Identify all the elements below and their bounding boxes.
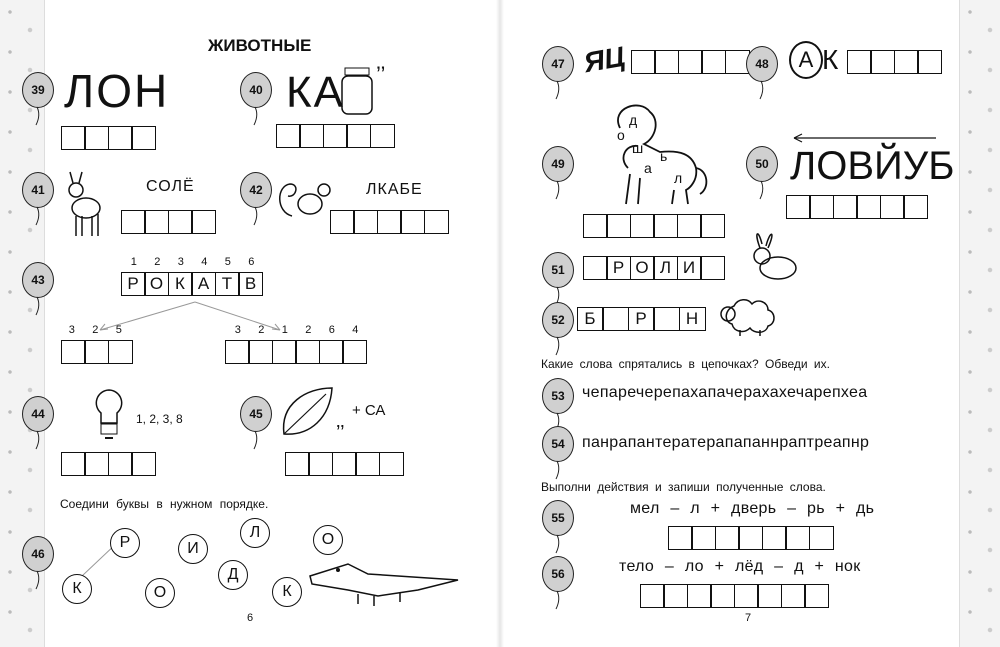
answer-boxes-39[interactable] (62, 126, 156, 150)
balloon-55 (542, 500, 574, 554)
balloon-number: 53 (542, 378, 574, 414)
letter-hint-44: 1, 2, 3, 8 (136, 412, 183, 426)
balloon-number: 50 (746, 146, 778, 182)
scrambled-word-42: ЛКАБЕ (366, 181, 423, 198)
pony-letter: о (617, 127, 625, 143)
balloon-number: 54 (542, 426, 574, 462)
answer-boxes-43a[interactable] (62, 340, 133, 364)
instruction-find-words: Какие слова спрятались в цепочках? Обведи их. (541, 357, 830, 371)
balloon-number: 52 (542, 302, 574, 338)
scrambled-word-41: СОЛЁ (146, 178, 195, 195)
balloon-string-icon (240, 396, 272, 450)
balloon-43 (22, 262, 54, 316)
balloon-number: 51 (542, 252, 574, 288)
arrow-left-icon (790, 132, 940, 144)
answer-boxes-55[interactable] (669, 526, 834, 550)
balloon-string-icon (22, 536, 54, 590)
balloon-string-icon (746, 146, 778, 200)
rabbit-icon (744, 228, 800, 282)
balloon-string-icon (240, 72, 272, 126)
letter-boxes-52[interactable]: Б Р Н (578, 307, 706, 331)
balloon-number: 56 (542, 556, 574, 592)
page-number-right: 7 (745, 612, 752, 624)
answer-boxes-42[interactable] (331, 210, 449, 234)
leaf-icon (276, 384, 336, 440)
balloon-number: 41 (22, 172, 54, 208)
pony-icon (600, 98, 710, 208)
balloon-number: 39 (22, 72, 54, 108)
comma-mark-40: ’’ (376, 62, 386, 87)
pony-letter: ь (660, 148, 668, 164)
balloon-49 (542, 146, 574, 200)
balloon-number: 55 (542, 500, 574, 536)
balloon-string-icon (240, 172, 272, 226)
answer-boxes-56[interactable] (641, 584, 829, 608)
letter-circle[interactable]: Д (218, 560, 248, 590)
balloon-string-icon (22, 396, 54, 450)
letter-boxes-51[interactable]: Р О Л И (584, 256, 725, 280)
right-doodle-border (959, 0, 1000, 647)
answer-boxes-41[interactable] (122, 210, 216, 234)
balloon-51 (542, 252, 574, 306)
balloon-46 (22, 536, 54, 590)
balloon-40 (240, 72, 272, 126)
pony-letter: л (674, 170, 683, 186)
balloon-string-icon (22, 262, 54, 316)
balloon-number: 42 (240, 172, 272, 208)
left-index-row: 3 2 5 (68, 324, 122, 336)
balloon-39 (22, 72, 54, 126)
balloon-number: 48 (746, 46, 778, 82)
circled-letter-48: А (789, 41, 823, 79)
answer-boxes-45[interactable] (286, 452, 404, 476)
letter-chain-54[interactable]: панрапантератерапапаннраптреапнр (582, 434, 870, 451)
letter-circle[interactable]: И (178, 534, 208, 564)
rebus-word-40: КА (286, 68, 345, 117)
answer-boxes-49[interactable] (584, 214, 725, 238)
balloon-47 (542, 46, 574, 100)
balloon-string-icon (542, 426, 574, 480)
balloon-number: 47 (542, 46, 574, 82)
pony-letter: д (629, 112, 638, 128)
balloon-string-icon (22, 72, 54, 126)
balloon-string-icon (542, 500, 574, 554)
page-number-left: 6 (247, 612, 254, 624)
balloon-41 (22, 172, 54, 226)
comma-mark-45: ’’ (336, 422, 345, 444)
letter-circle[interactable]: К (272, 577, 302, 607)
balloon-48 (746, 46, 778, 100)
letter-index-row: 1 2 3 4 5 6 (130, 256, 255, 268)
letter-circle[interactable]: О (145, 578, 175, 608)
rebus-word-48: К (822, 44, 839, 75)
balloon-number: 40 (240, 72, 272, 108)
rebus-word-39: ЛОН (64, 65, 170, 117)
answer-boxes-44[interactable] (62, 452, 156, 476)
letter-circle[interactable]: Р (110, 528, 140, 558)
answer-boxes-43b[interactable] (226, 340, 367, 364)
answer-boxes-47[interactable] (632, 50, 750, 74)
answer-boxes-50[interactable] (787, 195, 928, 219)
balloon-number: 49 (542, 146, 574, 182)
sheep-icon (716, 294, 780, 338)
page-title: ЖИВОТНЫЕ (208, 36, 312, 55)
squirrel-icon (274, 176, 336, 220)
balloon-string-icon (746, 46, 778, 100)
balloon-42 (240, 172, 272, 226)
balloon-50 (746, 146, 778, 200)
right-index-row: 3 2 1 2 6 4 (234, 324, 359, 336)
balloon-string-icon (542, 378, 574, 432)
answer-boxes-48[interactable] (848, 50, 942, 74)
rebus-word-47: ЯЦ (581, 40, 628, 79)
word-expression-55: мел – л + дверь – рь + дь (630, 500, 875, 517)
letter-circle[interactable]: Л (240, 518, 270, 548)
balloon-56 (542, 556, 574, 610)
pony-letter: ш (632, 140, 644, 156)
balloon-string-icon (542, 46, 574, 100)
crocodile-icon (308, 556, 464, 608)
balloon-44 (22, 396, 54, 450)
balloon-string-icon (542, 302, 574, 356)
balloon-string-icon (542, 252, 574, 306)
balloon-52 (542, 302, 574, 356)
balloon-45 (240, 396, 272, 450)
letter-hint-45: + СА (352, 402, 386, 419)
balloon-number: 46 (22, 536, 54, 572)
jar-icon (339, 66, 375, 118)
balloon-string-icon (542, 146, 574, 200)
balloon-53 (542, 378, 574, 432)
letter-circle[interactable]: К (62, 574, 92, 604)
lightbulb-icon (92, 388, 126, 444)
pony-letter: а (644, 160, 652, 176)
donkey-icon (60, 170, 104, 240)
book-spine (496, 0, 504, 647)
instruction-operations: Выполни действия и запиши полученные слова. (541, 480, 826, 494)
balloon-number: 44 (22, 396, 54, 432)
letter-chain-53[interactable]: чепаречерепахапачерахахечарепхеа (582, 384, 868, 401)
reversed-word-50: ЛОВЙУБ (790, 144, 955, 188)
balloon-string-icon (542, 556, 574, 610)
source-letters-43: Р О К А Т В (122, 272, 263, 296)
balloon-number: 43 (22, 262, 54, 298)
answer-boxes-40[interactable] (277, 124, 395, 148)
instruction-connect: Соедини буквы в нужном порядке. (60, 497, 269, 511)
balloon-string-icon (22, 172, 54, 226)
balloon-54 (542, 426, 574, 480)
letter-circle[interactable]: О (313, 525, 343, 555)
balloon-number: 45 (240, 396, 272, 432)
word-expression-56: тело – ло + лёд – д + нок (619, 558, 861, 575)
